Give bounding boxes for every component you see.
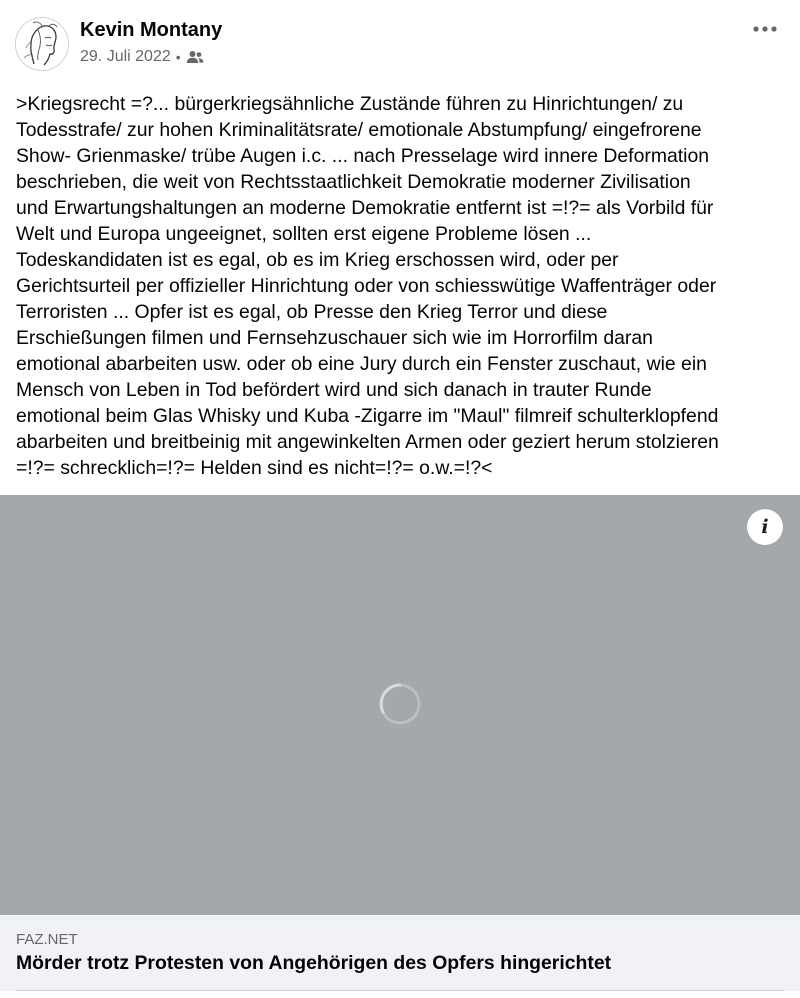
post-date[interactable]: 29. Juli 2022 <box>80 48 171 65</box>
more-options-icon <box>753 26 777 32</box>
sketch-portrait-icon <box>16 18 68 70</box>
link-domain: FAZ.NET <box>16 931 78 948</box>
friends-icon[interactable] <box>186 50 204 64</box>
link-preview-image[interactable] <box>0 495 800 915</box>
author-name[interactable]: Kevin Montany <box>80 19 223 41</box>
more-options-button[interactable] <box>748 16 782 42</box>
loading-spinner-icon <box>378 682 422 726</box>
link-preview-footer[interactable] <box>0 915 800 991</box>
meta-separator: • <box>175 49 181 65</box>
post-header <box>0 0 800 86</box>
post-meta <box>80 46 204 68</box>
post-text: >Kriegsrecht =?... bürgerkriegsähnliche Zustände führen zu Hinrichtungen/ zu Todesstrafe/ zur hohen Kriminalitätsrate/ emotionale Abstumpfung/ eingefrorene Show- Grienmaske/ trübe Augen i.c. ... nach Presselage wird innere Deformation beschrieben, die weit von Rechtsstaatlichkeit Demokratie moderner Zivilisation und Erwartungshaltungen an moderne Demokratie entfernt ist =!?= als Vorbild für Welt und Europa ungeeignet, sollten erst eigene Probleme lösen ... Todeskandidaten ist es egal, ob es im Krieg erschossen wird, oder per Gerichtsurteil per offizieller Hinrichtung oder von schiesswütige Waffenträger oder Terroristen ... Opfer ist es egal, ob Presse den Krieg Terror und diese Erschießungen filmen und Fernsehzuschauer sich wie im Horrorfilm daran emotional abarbeiten usw. oder ob eine Jury durch ein Fenster zuschaut, wie ein Mensch von Leben in Tod befördert wird und sich danach in trauter Runde emotional beim Glas Whisky und Kuba -Zigarre im "Maul" filmreif schulterklopfend abarbeiten und breitbeinig mit angewinkelten Armen oder geziert herum stolzieren =!?= schrecklich=!?= Helden sind es nicht=!?= o.w.=!?< <box>16 93 719 479</box>
divider <box>16 990 784 991</box>
info-icon: i <box>761 515 769 538</box>
info-button[interactable] <box>747 509 783 545</box>
link-title[interactable]: Mörder trotz Protesten von Angehörigen des Opfers hingerichtet <box>16 952 612 974</box>
author-avatar[interactable] <box>15 17 69 71</box>
